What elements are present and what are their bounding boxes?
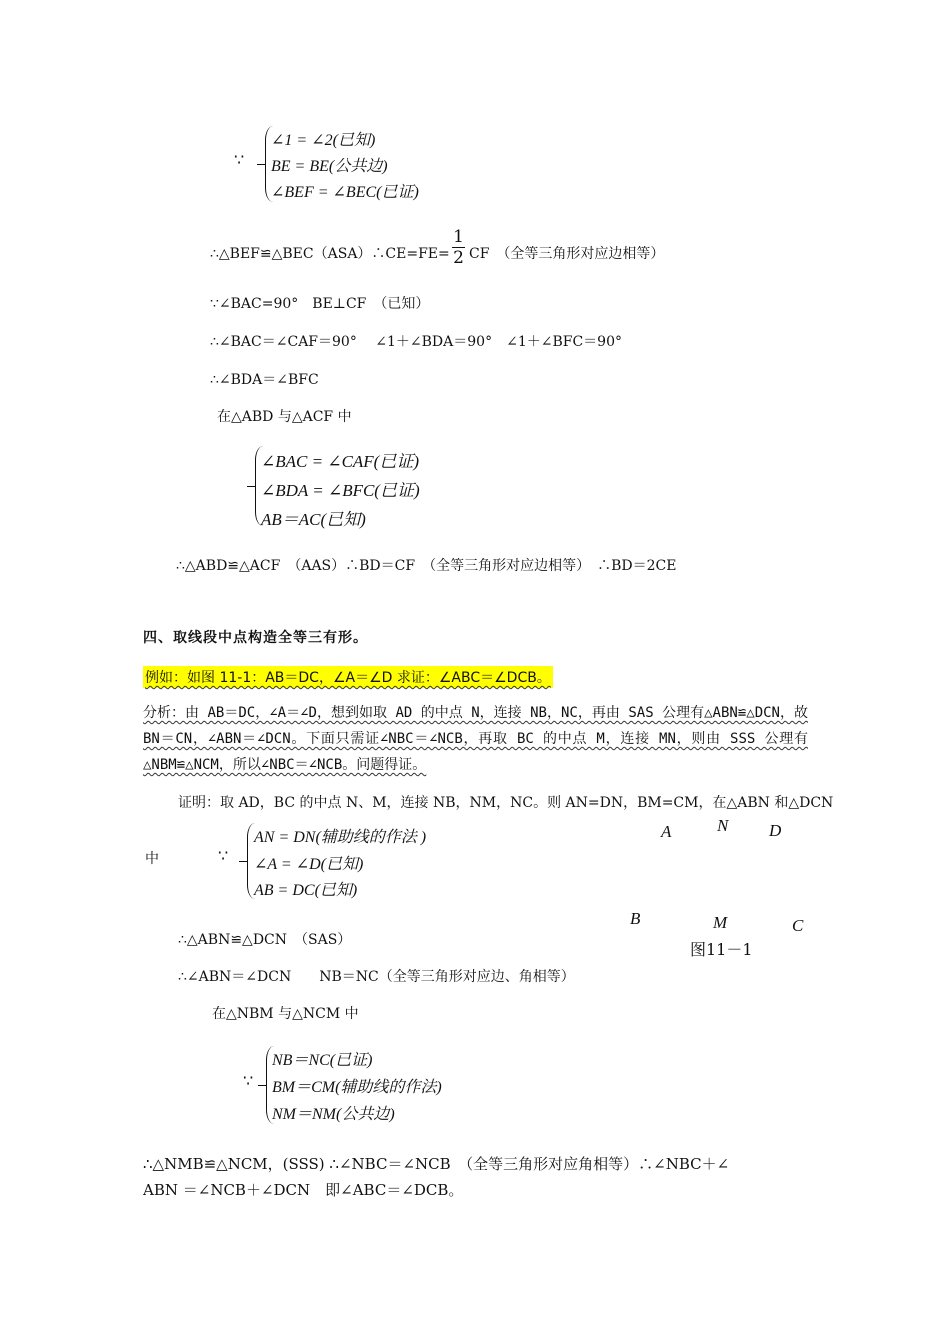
system3-line-1: AN = DN(辅助线的作法 ) (254, 829, 427, 846)
fraction-denominator: 2 (453, 248, 464, 268)
final-line-2: ABN ＝∠NCB＋∠DCN 即∠ABC＝∠DCB。 (143, 1181, 464, 1199)
fraction-numerator: 1 (453, 227, 464, 247)
conclusion-1-post: CF （全等三角形对应边相等） (469, 246, 665, 262)
figure-label-m: M (713, 913, 728, 932)
system4-line-2: BM＝CM(辅助线的作法) (272, 1079, 442, 1096)
line-bac-90: ∵∠BAC=90° BE⊥CF （已知） (210, 296, 430, 312)
conclusion-1-pre: ∴△BEF≌△BEC（ASA）∴CE=FE= (210, 246, 450, 262)
figure-label-c: C (792, 916, 804, 935)
system1-line-3: ∠BEF = ∠BEC(已证) (271, 184, 419, 201)
system2-line-3: AB＝AC(已知) (261, 510, 366, 529)
system2-line-2: ∠BDA = ∠BFC(已证) (261, 481, 420, 500)
system2-line-1: ∠BAC = ∠CAF(已证) (261, 452, 419, 471)
line-caf-90: ∴∠BAC＝∠CAF＝90° ∠1＋∠BDA＝90° ∠1＋∠BFC＝90° (210, 334, 622, 350)
proof-intro: 证明：取 AD，BC 的中点 N、M，连接 NB，NM，NC。则 AN=DN，BM=CM，在△ABN 和△DCN (178, 795, 834, 811)
system3-line-2: ∠A = ∠D(已知) (254, 856, 364, 873)
system1-line-1: ∠1 = ∠2(已知) (271, 132, 376, 149)
example-statement: 例如：如图 11-1：AB＝DC，∠A＝∠D 求证：∠ABC＝∠DCB。 (143, 666, 553, 688)
analysis-text: 分析：由 AB＝DC，∠A＝∠D，想到如取 AD 的中点 N，连接 NB，NC，再由 SAS 公理有△ABN≌△DCN，故 BN＝CN，∠ABN＝∠DCN。下面只需证∠NBC＝∠NCB，再取 BC 的中点 M，连接 MN，则由 SSS 公理有△NBM≌△NCM，所以∠NBC＝∠NCB。问题得证。 (143, 705, 808, 773)
line-bda-bfc: ∴∠BDA＝∠BFC (210, 372, 319, 388)
because-symbol-3: ∵ (218, 846, 229, 865)
figure-label-n: N (717, 816, 729, 835)
system4-line-1: NB＝NC(已证) (272, 1052, 373, 1069)
line-abn-dcn: ∴△ABN≌△DCN （SAS） (178, 932, 352, 948)
conclusion-2: ∴△ABD≌△ACF （AAS）∴BD＝CF （全等三角形对应边相等） ∴BD＝2CE (176, 558, 677, 574)
line-abn-dcn-2: ∴∠ABN＝∠DCN NB＝NC（全等三角形对应边、角相等） (178, 969, 575, 985)
final-line-1: ∴△NMB≌△NCM，(SSS) ∴∠NBC＝∠NCB （全等三角形对应角相等）∴∠NBC＋∠ (143, 1155, 730, 1173)
proof-intro-tail: 中 (145, 851, 159, 867)
figure-label-a: A (661, 822, 672, 841)
system4-line-3: NM＝NM(公共边) (272, 1106, 395, 1123)
system1-line-2: BE = BE(公共边) (271, 158, 388, 175)
figure-label-b: B (630, 909, 641, 928)
analysis-paragraph (143, 700, 808, 778)
fraction-half (452, 228, 465, 267)
line-in-abd-acf: 在△ABD 与△ACF 中 (217, 409, 352, 425)
line-in-nbm-ncm: 在△NBM 与△NCM 中 (212, 1006, 359, 1022)
because-symbol-1: ∵ (234, 150, 245, 169)
system3-line-3: AB = DC(已知) (254, 882, 358, 899)
section-heading: 四、取线段中点构造全等三有形。 (143, 630, 368, 646)
figure-caption: 图11－1 (690, 940, 753, 959)
because-symbol-4: ∵ (243, 1071, 254, 1090)
figure-label-d: D (769, 821, 782, 840)
